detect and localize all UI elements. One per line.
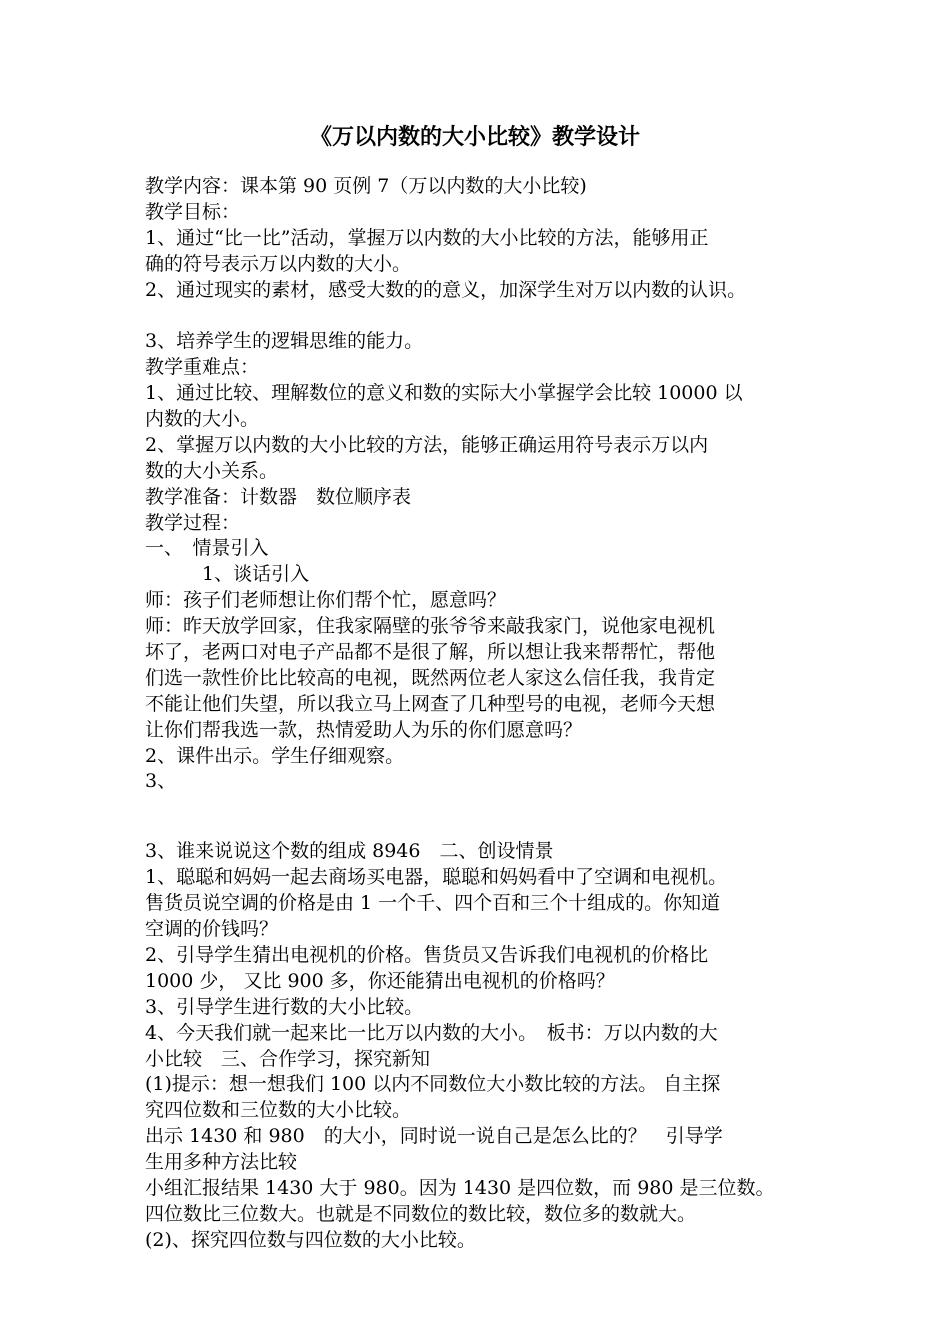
text-line: 2、引导学生猜出电视机的价格。售货员又告诉我们电视机的价格比 (145, 943, 709, 966)
text-line: 1、通过比较、理解数位的意义和数的实际大小掌握学会比较 10000 以 (145, 382, 743, 405)
text-line: 2、课件出示。学生仔细观察。 (145, 744, 405, 767)
text-line: 教学重难点： (145, 356, 260, 379)
text-line: 1、聪聪和妈妈一起去商场买电器，聪聪和妈妈看中了空调和电视机。 (145, 866, 728, 889)
text-line: 3、引导学生进行数的大小比较。 (145, 995, 424, 1018)
document-body (145, 174, 825, 1254)
text-line: 4、今天我们就一起来比一比万以内数的大小。 板书：万以内数的大 (145, 1021, 718, 1044)
text-line: 不能让他们失望，所以我立马上网查了几种型号的电视，老师今天想 (145, 692, 716, 715)
blank-space (145, 795, 825, 839)
text-line: (2)、探究四位数与四位数的大小比较。 (145, 1228, 476, 1251)
text-line: 2、通过现实的素材，感受大数的的意义，加深学生对万以内数的认识。 (145, 278, 747, 301)
text-line: 四位数比三位数大。也就是不同数位的数比较，数位多的数就大。 (145, 1202, 697, 1225)
document-title: 《万以内数的大小比较》教学设计 (309, 124, 640, 150)
text-line: 小组汇报结果 1430 大于 980。因为 1430 是四位数，而 980 是三位数。 (145, 1176, 775, 1199)
text-line: 空调的价钱吗？ (145, 918, 279, 941)
blank-line (145, 303, 825, 329)
text-line: 坏了，老两口对电子产品都不是很了解，所以想让我来帮帮忙，帮他 (145, 641, 716, 664)
text-line: 教学过程： (145, 511, 241, 534)
text-line: 3、谁来说说这个数的组成 8946 二、创设情景 (145, 840, 554, 863)
text-line: 师：孩子们老师想让你们帮个忙，愿意吗？ (145, 589, 507, 612)
text-line: 究四位数和三位数的大小比较。 (145, 1099, 412, 1122)
text-line: 2、掌握万以内数的大小比较的方法，能够正确运用符号表示万以内 (145, 433, 709, 456)
text-line: 教学目标： (145, 200, 241, 223)
text-line: 一、 情景引入 (145, 537, 269, 560)
text-line: 内数的大小。 (145, 408, 260, 431)
text-line: (1)提示：想一想我们 100 以内不同数位大小数比较的方法。 自主探 (145, 1073, 721, 1096)
text-line: 确的符号表示万以内数的大小。 (145, 252, 412, 275)
text-line: 出示 1430 和 980 的大小，同时说一说自己是怎么比的？ 引导学 (145, 1125, 723, 1148)
text-line-indented: 1、谈话引入 (202, 563, 310, 586)
text-line: 3、 (145, 770, 177, 793)
text-line: 售货员说空调的价格是由 1 一个千、四个百和三个十组成的。你知道 (145, 892, 721, 915)
text-line: 1、通过“比一比”活动，掌握万以内数的大小比较的方法，能够用正 (145, 226, 709, 249)
text-line: 3、培养学生的逻辑思维的能力。 (145, 330, 424, 353)
text-line: 1000 少， 又比 900 多，你还能猜出电视机的价格吗？ (145, 969, 615, 992)
text-line: 教学准备：计数器 数位顺序表 (145, 485, 412, 508)
text-line: 教学内容：课本第 90 页例 7（万以内数的大小比较) (145, 175, 587, 197)
text-line: 让你们帮我选一款，热情爱助人为乐的你们愿意吗？ (145, 718, 583, 741)
text-line: 小比较 三、合作学习，探究新知 (145, 1047, 431, 1070)
text-line: 们选一款性价比比较高的电视，既然两位老人家这么信任我，我肯定 (145, 666, 716, 689)
text-line: 数的大小关系。 (145, 459, 279, 482)
text-line: 生用多种方法比较 (145, 1151, 298, 1174)
text-line: 师：昨天放学回家，住我家隔壁的张爷爷来敲我家门，说他家电视机 (145, 615, 716, 638)
